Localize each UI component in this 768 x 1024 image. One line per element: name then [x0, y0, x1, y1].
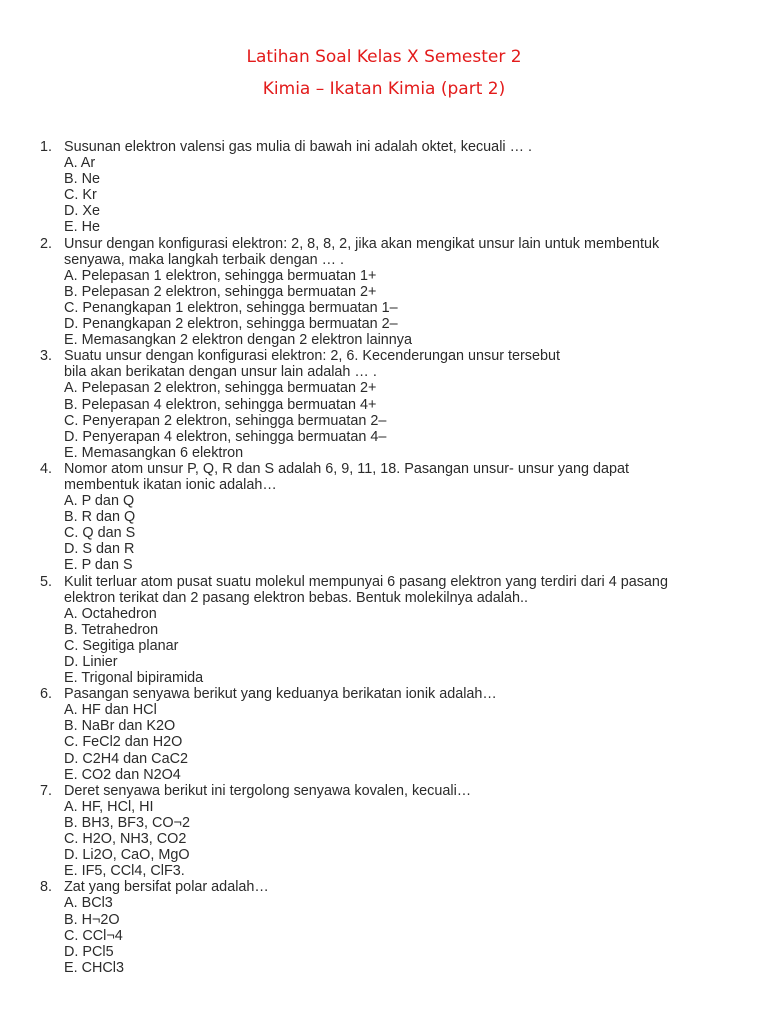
answer-option: B. Ne: [64, 171, 100, 188]
answer-option: E. P dan S: [64, 557, 133, 574]
question-text: elektron terikat dan 2 pasang elektron bebas. Bentuk molekilnya adalah..: [64, 589, 528, 606]
answer-option: D. S dan R: [64, 541, 135, 558]
question-item: [40, 348, 740, 461]
question-item: [40, 236, 740, 349]
answer-option: A. BCl3: [64, 895, 113, 912]
answer-option: B. Pelepasan 4 elektron, sehingga bermuatan 4+: [64, 396, 377, 413]
answer-option: C. Penyerapan 2 elektron, sehingga bermuatan 2–: [64, 412, 387, 429]
question-item: [40, 686, 740, 783]
question-item: [40, 139, 740, 236]
answer-option: D. PCl5: [64, 943, 114, 960]
answer-option: D. Penangkapan 2 elektron, sehingga bermuatan 2–: [64, 316, 398, 333]
question-text: membentuk ikatan ionic adalah…: [64, 476, 277, 493]
question-text: Kulit terluar atom pusat suatu molekul mempunyai 6 pasang elektron yang terdiri dari 4 pasang: [64, 573, 668, 590]
question-text: Susunan elektron valensi gas mulia di bawah ini adalah oktet, kecuali … .: [64, 139, 532, 155]
answer-option: A. P dan Q: [64, 493, 135, 510]
question-text: Zat yang bersifat polar adalah…: [64, 879, 269, 896]
question-number: 3.: [40, 348, 53, 365]
answer-option: E. Memasangkan 2 elektron dengan 2 elektron lainnya: [64, 332, 412, 349]
title-block: [0, 41, 768, 105]
answer-option: B. NaBr dan K2O: [64, 718, 176, 735]
question-number: 5.: [40, 573, 53, 590]
question-text: senyawa, maka langkah terbaik dengan … .: [64, 251, 344, 268]
answer-option: D. Linier: [64, 654, 118, 670]
answer-option: C. FeCl2 dan H2O: [64, 734, 183, 751]
question-text: Pasangan senyawa berikut yang keduanya berikatan ionik adalah…: [64, 686, 497, 703]
answer-option: C. H2O, NH3, CO2: [64, 831, 187, 848]
question-text: Deret senyawa berikut ini tergolong senyawa kovalen, kecuali…: [64, 782, 472, 799]
answer-option: C. Q dan S: [64, 525, 136, 542]
answer-option: E. Trigonal bipiramida: [64, 670, 204, 687]
question-text: Nomor atom unsur P, Q, R dan S adalah 6, 9, 11, 18. Pasangan unsur- unsur yang dapat: [64, 460, 630, 477]
question-text: bila akan berikatan dengan unsur lain adalah … .: [64, 364, 377, 381]
question-list: [40, 139, 740, 976]
question-number: 6.: [40, 686, 53, 703]
answer-option: E. He: [64, 219, 100, 236]
answer-option: A. HF, HCl, HI: [64, 798, 154, 815]
question-item: [40, 783, 740, 880]
question-number: 1.: [40, 139, 53, 155]
answer-option: B. Tetrahedron: [64, 621, 159, 638]
question-number: 2.: [40, 235, 53, 252]
question-number: 4.: [40, 460, 53, 477]
answer-option: C. Kr: [64, 187, 97, 204]
answer-option: E. Memasangkan 6 elektron: [64, 444, 244, 461]
answer-option: A. Pelepasan 2 elektron, sehingga bermuatan 2+: [64, 380, 377, 397]
answer-option: C. Segitiga planar: [64, 637, 179, 654]
answer-option: E. IF5, CCl4, ClF3.: [64, 863, 185, 880]
answer-option: D. Li2O, CaO, MgO: [64, 847, 190, 864]
question-item: [40, 574, 740, 687]
answer-option: D. Penyerapan 4 elektron, sehingga bermuatan 4–: [64, 428, 387, 445]
answer-option: B. BH3, BF3, CO¬2: [64, 814, 190, 831]
answer-option: D. C2H4 dan CaC2: [64, 750, 188, 767]
question-text: Suatu unsur dengan konfigurasi elektron: 2, 6. Kecenderungan unsur tersebut: [64, 348, 561, 365]
answer-option: A. Octahedron: [64, 605, 157, 622]
answer-option: C. CCl¬4: [64, 927, 123, 944]
answer-option: B. R dan Q: [64, 509, 136, 526]
answer-option: A. Pelepasan 1 elektron, sehingga bermuatan 1+: [64, 267, 377, 284]
question-item: [40, 461, 740, 574]
answer-option: A. Ar: [64, 155, 96, 172]
answer-option: B. Pelepasan 2 elektron, sehingga bermuatan 2+: [64, 283, 377, 300]
question-item: [40, 879, 740, 976]
question-number: 7.: [40, 782, 53, 799]
answer-option: C. Penangkapan 1 elektron, sehingga bermuatan 1–: [64, 299, 398, 316]
document-title: Latihan Soal Kelas X Semester 2: [246, 47, 522, 67]
document-subtitle: Kimia – Ikatan Kimia (part 2): [262, 79, 506, 99]
answer-option: E. CO2 dan N2O4: [64, 766, 181, 783]
question-number: 8.: [40, 879, 53, 896]
answer-option: A. HF dan HCl: [64, 702, 157, 719]
answer-option: D. Xe: [64, 203, 100, 220]
question-text: Unsur dengan konfigurasi elektron: 2, 8, 8, 2, jika akan mengikat unsur lain untuk membentuk: [64, 235, 660, 252]
answer-option: B. H¬2O: [64, 911, 120, 928]
answer-option: E. CHCl3: [64, 959, 124, 976]
